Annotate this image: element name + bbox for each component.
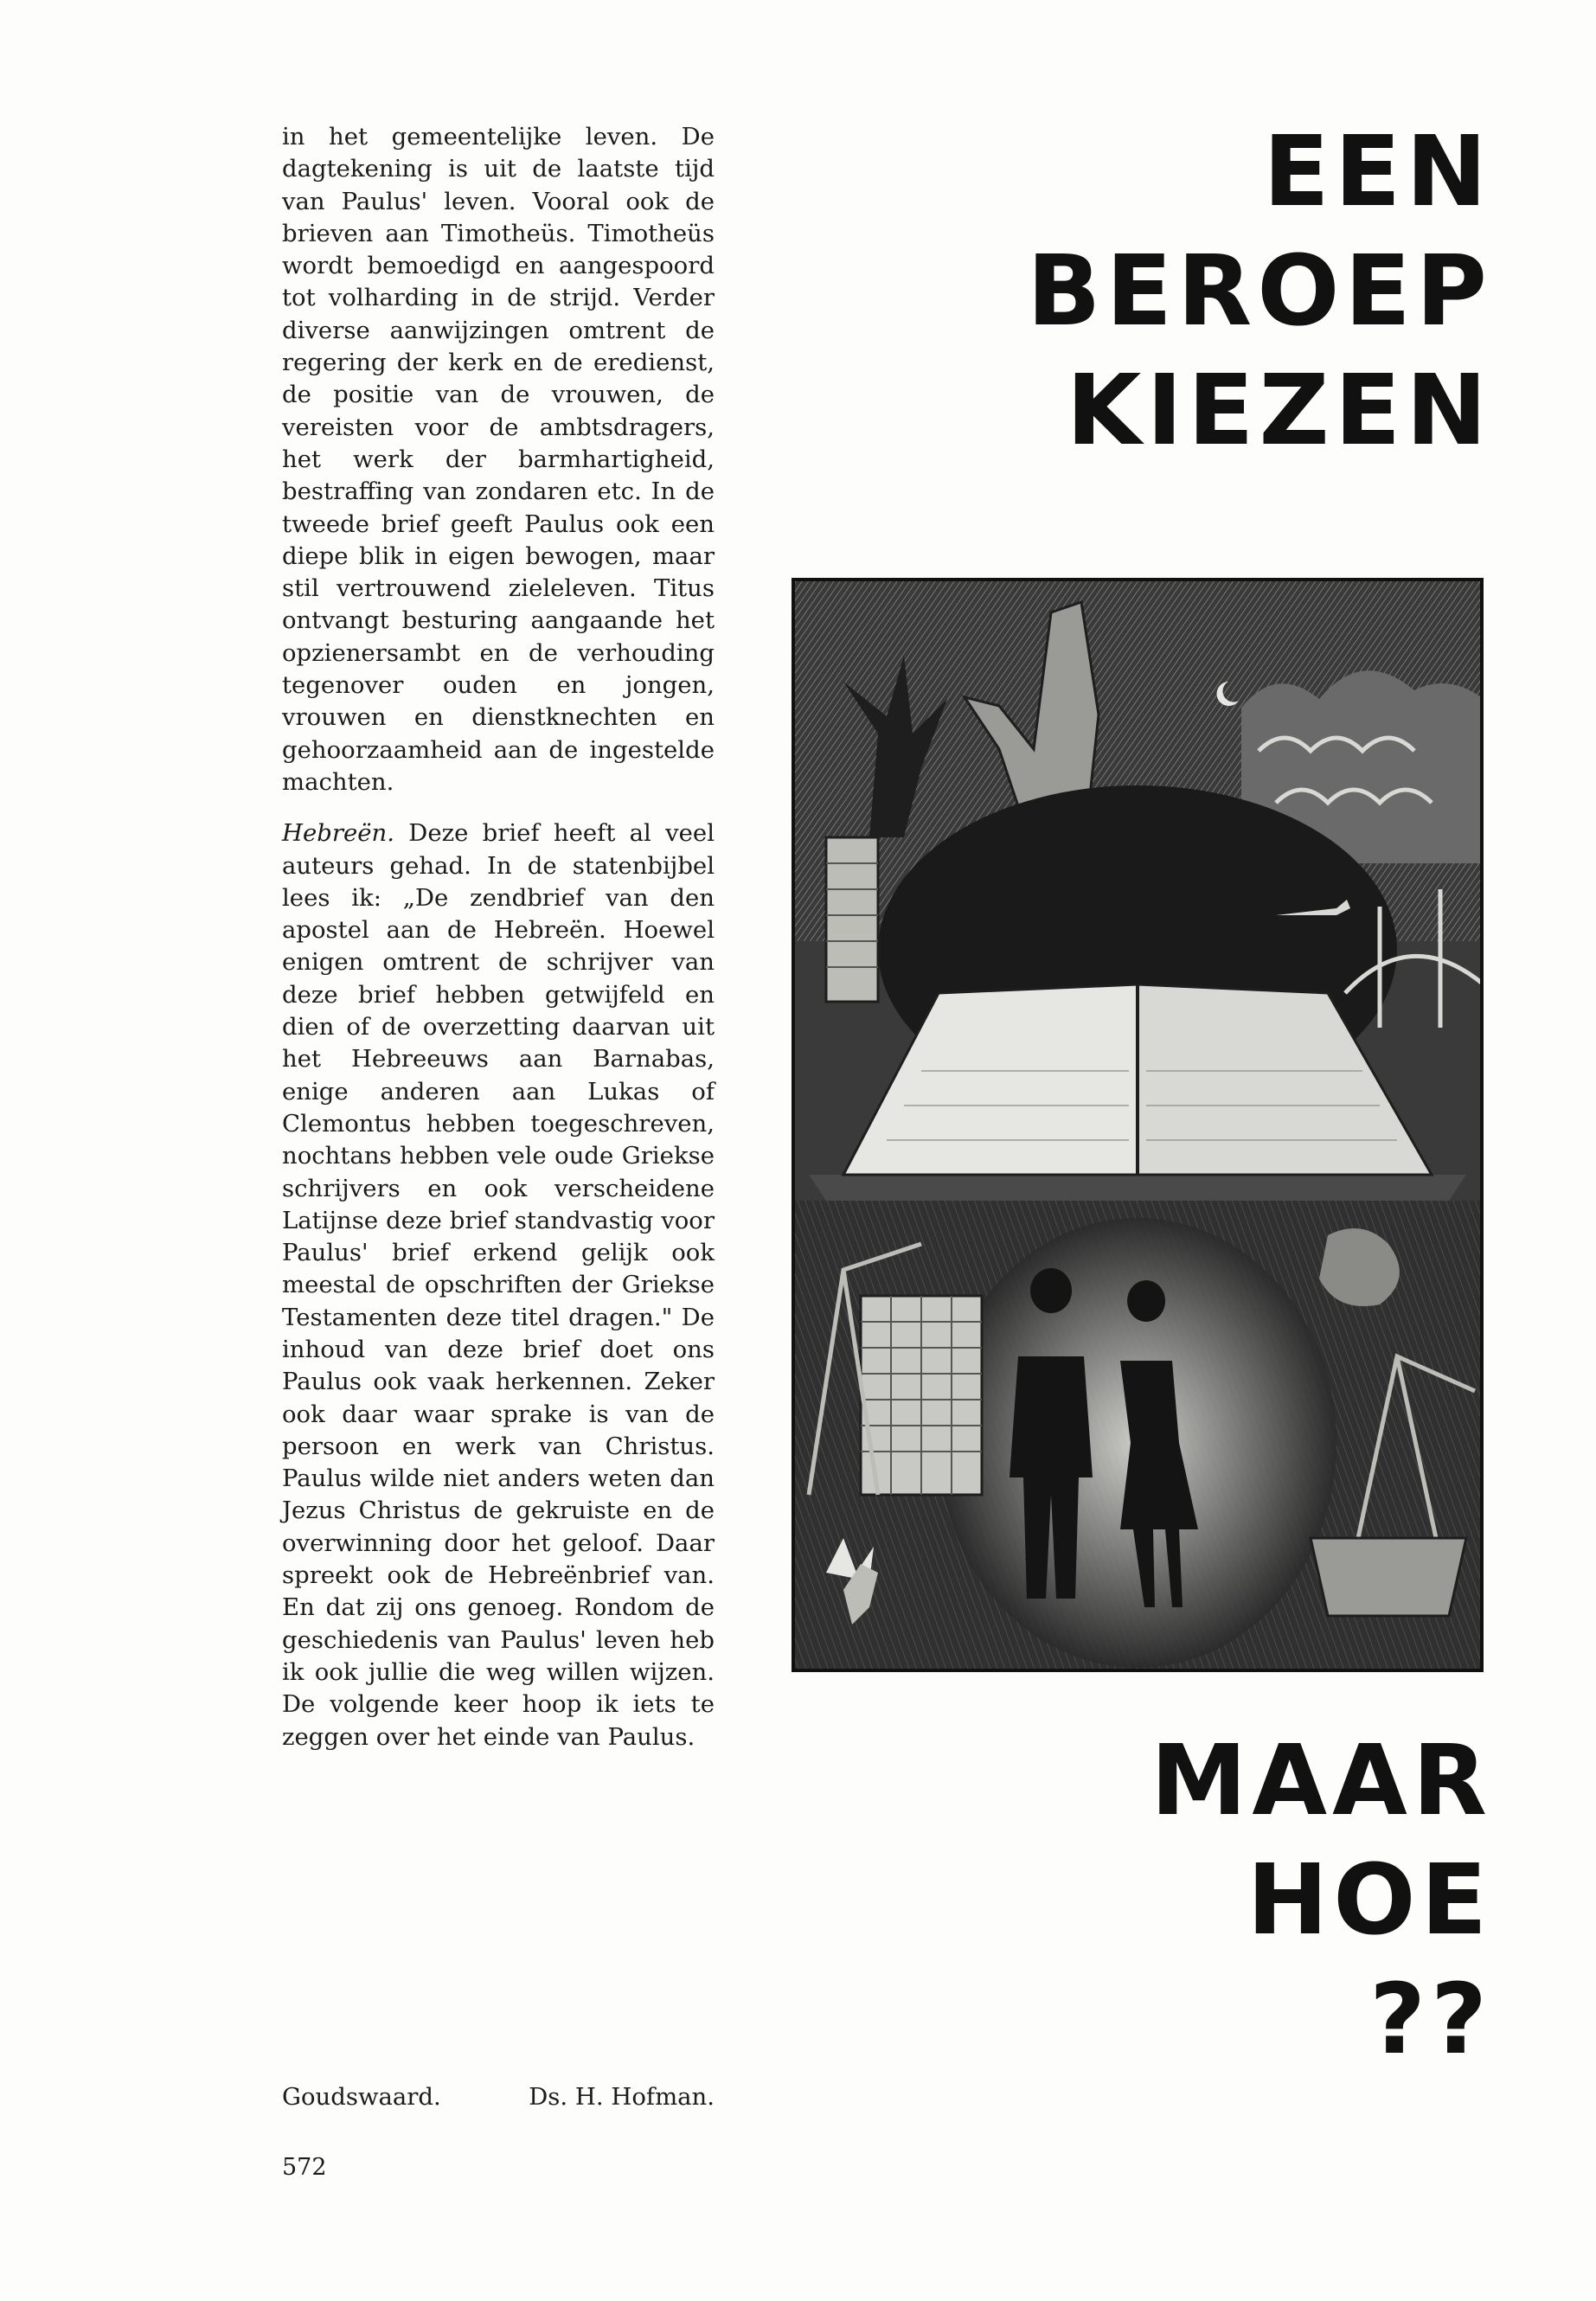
signature-place: Goudswaard.: [282, 2083, 441, 2111]
hebreen-body: Deze brief heeft al veel auteurs gehad. In de statenbijbel lees ik: „De zendbrief van den apostel aan de Hebreën. Hoewel enigen omtrent de schrijver van deze brief hebben getwijfeld en dien of de overzetting daarvan uit het Hebreeuws aan Barnabas, enige anderen aan Lukas of Clemontus hebben toegeschreven, nochtans hebben vele oude Griekse schrijvers en ook verscheidene Latijnse deze brief standvastig voor Paulus' brief erkend gelijk ook meestal de opschriften der Griekse Testamenten deze titel dragen." De inhoud van deze brief doet ons Paulus ook vaak herkennen. Zeker ook daar waar sprake is van de persoon en werk van Christus. Paulus wilde niet anders weten dan Jezus Christus de gekruiste en de overwinning door het geloof. Daar spreekt ook de Hebreënbrief van. En dat zij ons genoeg. Rondom de geschiedenis van Paulus' leven heb ik ook jullie die weg willen wijzen. De volgende keer hoop ik iets te zeggen over het einde van Paulus.: [282, 819, 715, 1751]
heading-bottom-line-2: HOE: [1247, 1844, 1492, 1957]
illustration-svg: [792, 578, 1484, 1672]
heading-bottom-line-3: ??: [1369, 1964, 1492, 2076]
skyscraper: [826, 837, 878, 1002]
heading-bottom-line-1: MAAR: [1150, 1725, 1492, 1837]
heading-top-line-1: EEN: [1263, 116, 1492, 228]
ship-hull: [1311, 1538, 1466, 1616]
page-number: 572: [282, 2154, 327, 2181]
table-edge: [809, 1175, 1466, 1201]
heading-top-line-2: BEROEP: [1027, 235, 1492, 348]
signature: [282, 2083, 715, 2111]
heading-bottom: [969, 1721, 1492, 2080]
article-paragraph-2: [282, 817, 715, 1753]
woodcut-illustration: [792, 578, 1484, 1672]
article-column: [282, 121, 715, 1772]
hebreen-lead: Hebreën.: [282, 819, 395, 848]
signature-name: Ds. H. Hofman.: [529, 2083, 715, 2111]
article-paragraph-1: in het gemeentelijke leven. De dagtekening is uit de laatste tijd van Paulus' leven. Vooral ook de brieven aan Timotheüs. Timotheüs wordt bemoedigd en aangespoord tot volharding in de strijd. Verder diverse aanwijzingen omtrent de regering der kerk en de eredienst, de positie van de vrouwen, de vereisten voor de ambtsdragers, het werk der barmhartigheid, bestraffing van zondaren etc. In de tweede brief geeft Paulus ook een diepe blik in eigen bewogen, maar stil vertrouwend zieleleven. Titus ontvangt besturing aangaande het opzienersambt en de verhouding tegenover ouden en jongen, vrouwen en dienstknechten en gehoorzaamheid aan de ingestelde machten.: [282, 123, 715, 796]
heading-top: [969, 112, 1492, 471]
heading-top-line-3: KIEZEN: [1066, 355, 1492, 467]
